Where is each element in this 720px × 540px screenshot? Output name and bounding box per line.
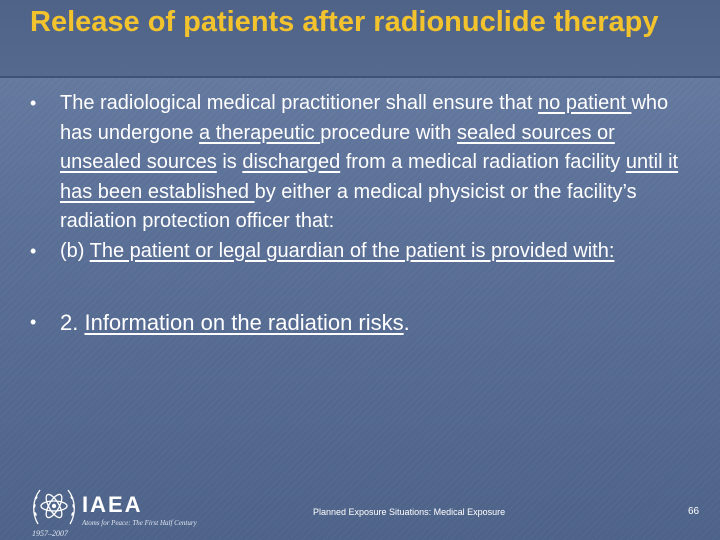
bullet-3-text-1: 2. <box>60 310 85 335</box>
bullet-1-text-5: from a medical radiation facility <box>340 151 626 173</box>
title-bar <box>0 0 720 78</box>
iaea-logo <box>30 484 220 540</box>
bullet-1-underlined-4: discharged <box>242 151 341 173</box>
page-number: 66 <box>688 506 700 517</box>
bullet-item-1 <box>30 89 680 237</box>
bullet-3-text-2: . <box>403 310 410 335</box>
slide-title: Release of patients after radionuclide therapy <box>30 6 659 38</box>
bullet-dot-icon: • <box>30 312 37 332</box>
bullet-1-underlined-1: no patient <box>538 92 632 114</box>
bullet-3-underlined-1: Information on the radiation risks <box>84 310 404 335</box>
footer-title: Planned Exposure Situations: Medical Exposure <box>313 507 506 517</box>
bullet-1-underlined-5: until it has been established <box>60 151 679 203</box>
bullet-dot-icon: • <box>30 93 37 113</box>
bullet-1-text-3: procedure with <box>320 121 457 144</box>
bullet-2-text-1: (b) <box>60 239 90 262</box>
bullet-1-text-4: is <box>216 151 243 173</box>
bullet-1-text-2: who has undergone <box>60 92 669 144</box>
bullet-1-underlined-2: a therapeutic <box>199 121 321 144</box>
bullet-item-2 <box>30 237 680 267</box>
logo-years: 1957–2007 <box>32 529 68 538</box>
bullet-item-3 <box>30 308 680 338</box>
slide-content <box>30 89 680 338</box>
iaea-atom-laurel-icon <box>30 484 78 530</box>
bullet-1-text-6: by either a medical physicist or the facility’s radiation protection officer that: <box>60 180 637 232</box>
bullet-2-underlined-1: The patient or legal guardian of the patient is provided with: <box>89 239 615 262</box>
bullet-1-text-1: The radiological medical practitioner shall ensure that <box>60 92 539 114</box>
logo-tagline: Atoms for Peace: The First Half Century <box>82 519 197 527</box>
bullet-dot-icon: • <box>30 240 37 261</box>
logo-text: IAEA <box>82 492 143 517</box>
bullet-1-underlined-3: sealed sources or unsealed sources <box>60 121 615 173</box>
